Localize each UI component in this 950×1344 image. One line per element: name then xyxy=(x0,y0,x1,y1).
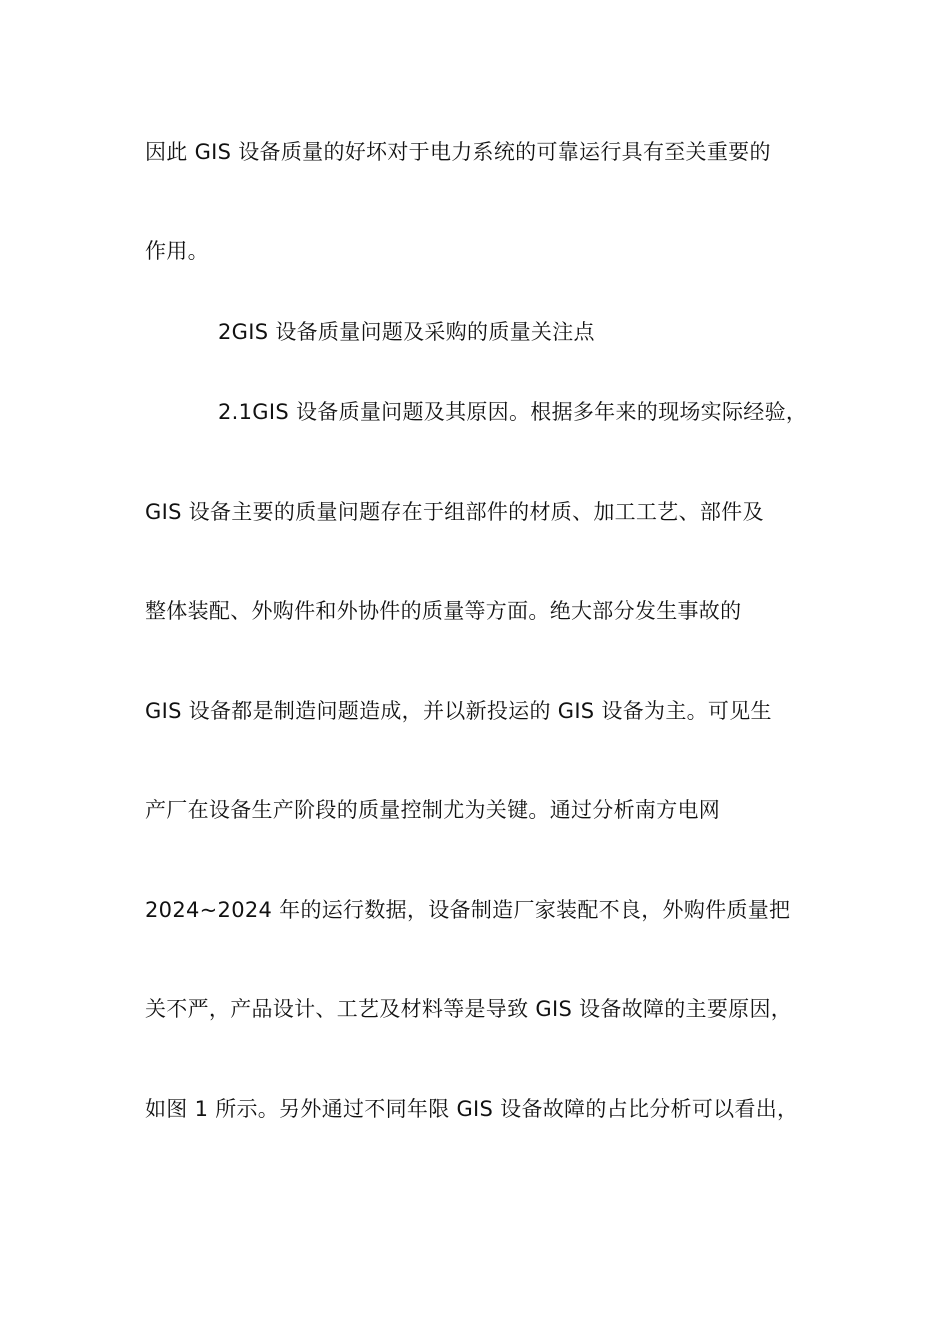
paragraph-line: 产厂在设备生产阶段的质量控制尤为关键。通过分析南方电网 xyxy=(145,798,721,822)
paragraph-line: GIS 设备主要的质量问题存在于组部件的材质、加工工艺、部件及 xyxy=(145,500,764,524)
section-heading: 2GIS 设备质量问题及采购的质量关注点 xyxy=(218,320,595,344)
paragraph-line: 因此 GIS 设备质量的好坏对于电力系统的可靠运行具有至关重要的 xyxy=(145,140,771,164)
paragraph-line: 2024~2024 年的运行数据，设备制造厂家装配不良，外购件质量把 xyxy=(145,898,791,922)
paragraph-line: 作用。 xyxy=(145,239,209,263)
paragraph-line: 如图 1 所示。另外通过不同年限 GIS 设备故障的占比分析可以看出， xyxy=(145,1097,799,1121)
subsection-heading-line: 2.1GIS 设备质量问题及其原因。根据多年来的现场实际经验， xyxy=(218,400,808,424)
paragraph-line: 整体装配、外购件和外协件的质量等方面。绝大部分发生事故的 xyxy=(145,599,742,623)
paragraph-line: GIS 设备都是制造问题造成，并以新投运的 GIS 设备为主。可见生 xyxy=(145,699,772,723)
paragraph-line: 关不严，产品设计、工艺及材料等是导致 GIS 设备故障的主要原因， xyxy=(145,997,793,1021)
